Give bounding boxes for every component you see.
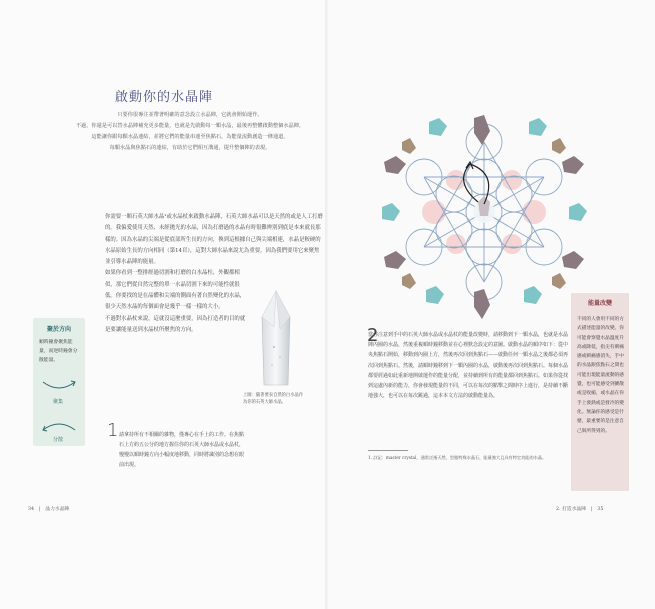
sidebar-title: 聚於方向 [46,326,71,333]
footnote: 1. 註記：master crystal，通常泛指天然、型態特殊水晶石，能量強大且具有特定功能的水晶。 [368,455,547,460]
intro-line: 這能讓你跟每顆水晶連結，並將它們的能量串連至焦點石，為能量流動創造一條通道。 [91,134,289,140]
sidebar-energy-change [571,293,629,491]
body-paragraph: 你需要一顆石英大師水晶¹或水晶杖來啟動水晶陣，石英大師水晶可以是天然的或是人工打磨的。我偏愛使用天然、未經拋光的水晶，因為打磨過的水晶有時很難辨別到底是本來就長那樣的。因為水晶的尖端是從底部所生長的方向，換到這根據自己與尖端相連，水晶是較硬的水晶原始生長的方向相同（第14頁），這對大師水晶來說尤為重要，因為我們要用它來聚焦並引導水晶陣的能量。 [105,214,323,266]
step-text: 當你注意到手中的石英大師水晶或水晶杖的能量改變時，請移動到下一顆水晶，也就是水晶陣內圈的水晶，然後重複順時鐘移動並在心裡默念設定的意圖。啟動水晶的順序如下：從中央焦點石開始，移動到內圈上方，然後再次回到焦點石——啟動任何一顆水晶之後都必須再次回到焦點石。然後，請順時鐘移到下一顆內圈的水晶，啟動後再次回到焦點石。每個水晶都要經過如此重新地開啟運作的能量分配，並持續到所有的能量都回到焦點石。如果你從找到這處內新的能力，你會發現能量的不同，可以在每次的點擊之間時序上進行，是持續不斷地強大，也可以在每次跳過，這本本文方法的啟動能量為。 [368,332,569,400]
left-page [0,0,327,609]
footnote-divider [368,450,408,451]
quartz-crystal-image [250,287,302,387]
clockwise-arrow-icon [39,378,79,396]
step-number: 2 [367,325,379,346]
sidebar-title: 能量改變 [587,300,612,307]
disperse-label: 分散 [53,437,64,443]
sidebar-text: 不同的人會用不同的方式描述能量的改變。你可能會察覺水晶溫度升高或降低，指尖有刺痛感或刺痛感消失，手中的水晶跟焦點石之間也可能出現能量流動的感覺，也可能感受到擴散或是收縮，或水晶在你手上發熱或是發冷的變化。無論你的感受是什麼，最重要的是注意自己與所得到的。 [577,317,624,434]
sidebar-direction [33,318,85,446]
intro-paragraph [58,110,322,154]
intro-line: 只要你很專注並帶著明確的意念設立水晶陣，它就會開始運作。 [117,112,263,118]
image-caption: 上圖：隨著要表自然的白水晶作為你的石英大師水晶。 [243,393,304,405]
step-number: 1 [107,420,119,441]
step-text: 請拿持所有不相關的雜物，僅專心在手上的工作。在焦點石上方約五公分的地方握住你的石英大師水晶或水晶杖，慢慢以順時鐘方向小幅度地移動，同時將識別的念想在眼前出現。 [119,432,245,468]
intro-line: 每顆水晶與焦點石的連結，有助於它們相互溝通，提升整個陣的表現。 [109,145,271,151]
page-title: 啟動你的水晶陣 [115,90,214,105]
crystal-grid-image [374,112,594,322]
page-footer: 34 | 晶力水晶陣 [28,507,70,512]
gather-label: 聚集 [53,399,64,405]
body-paragraph: 如果你看到一整排經過切割和打磨的白水晶柱，外觀都相似，那它們從自然完整的單一水晶切割下來的可能性就很低。你要找的是在晶體和尖端的側面有著自然變化的水晶，很少天然水晶的每個面會是幾乎一樣一樣的大小。 [105,270,246,311]
counterclockwise-arrow-icon [39,416,79,434]
page-footer: 2. 打造水晶陣 | 35 [556,507,604,512]
body-paragraph: 不過對水晶杖來說，這就沒這麼重要，因為打造者的目的就是要讓能量送到水晶杖所聚焦的方向。 [105,315,246,333]
sidebar-text: 順時鐘會聚焦能量，而逆時鐘會分散能量。 [39,340,78,363]
intro-line: 不過，你還是可以替水晶陣補充更多能量，也就是先啟動每一顆水晶，最後再整體啟動整個水晶陣。 [75,123,305,129]
